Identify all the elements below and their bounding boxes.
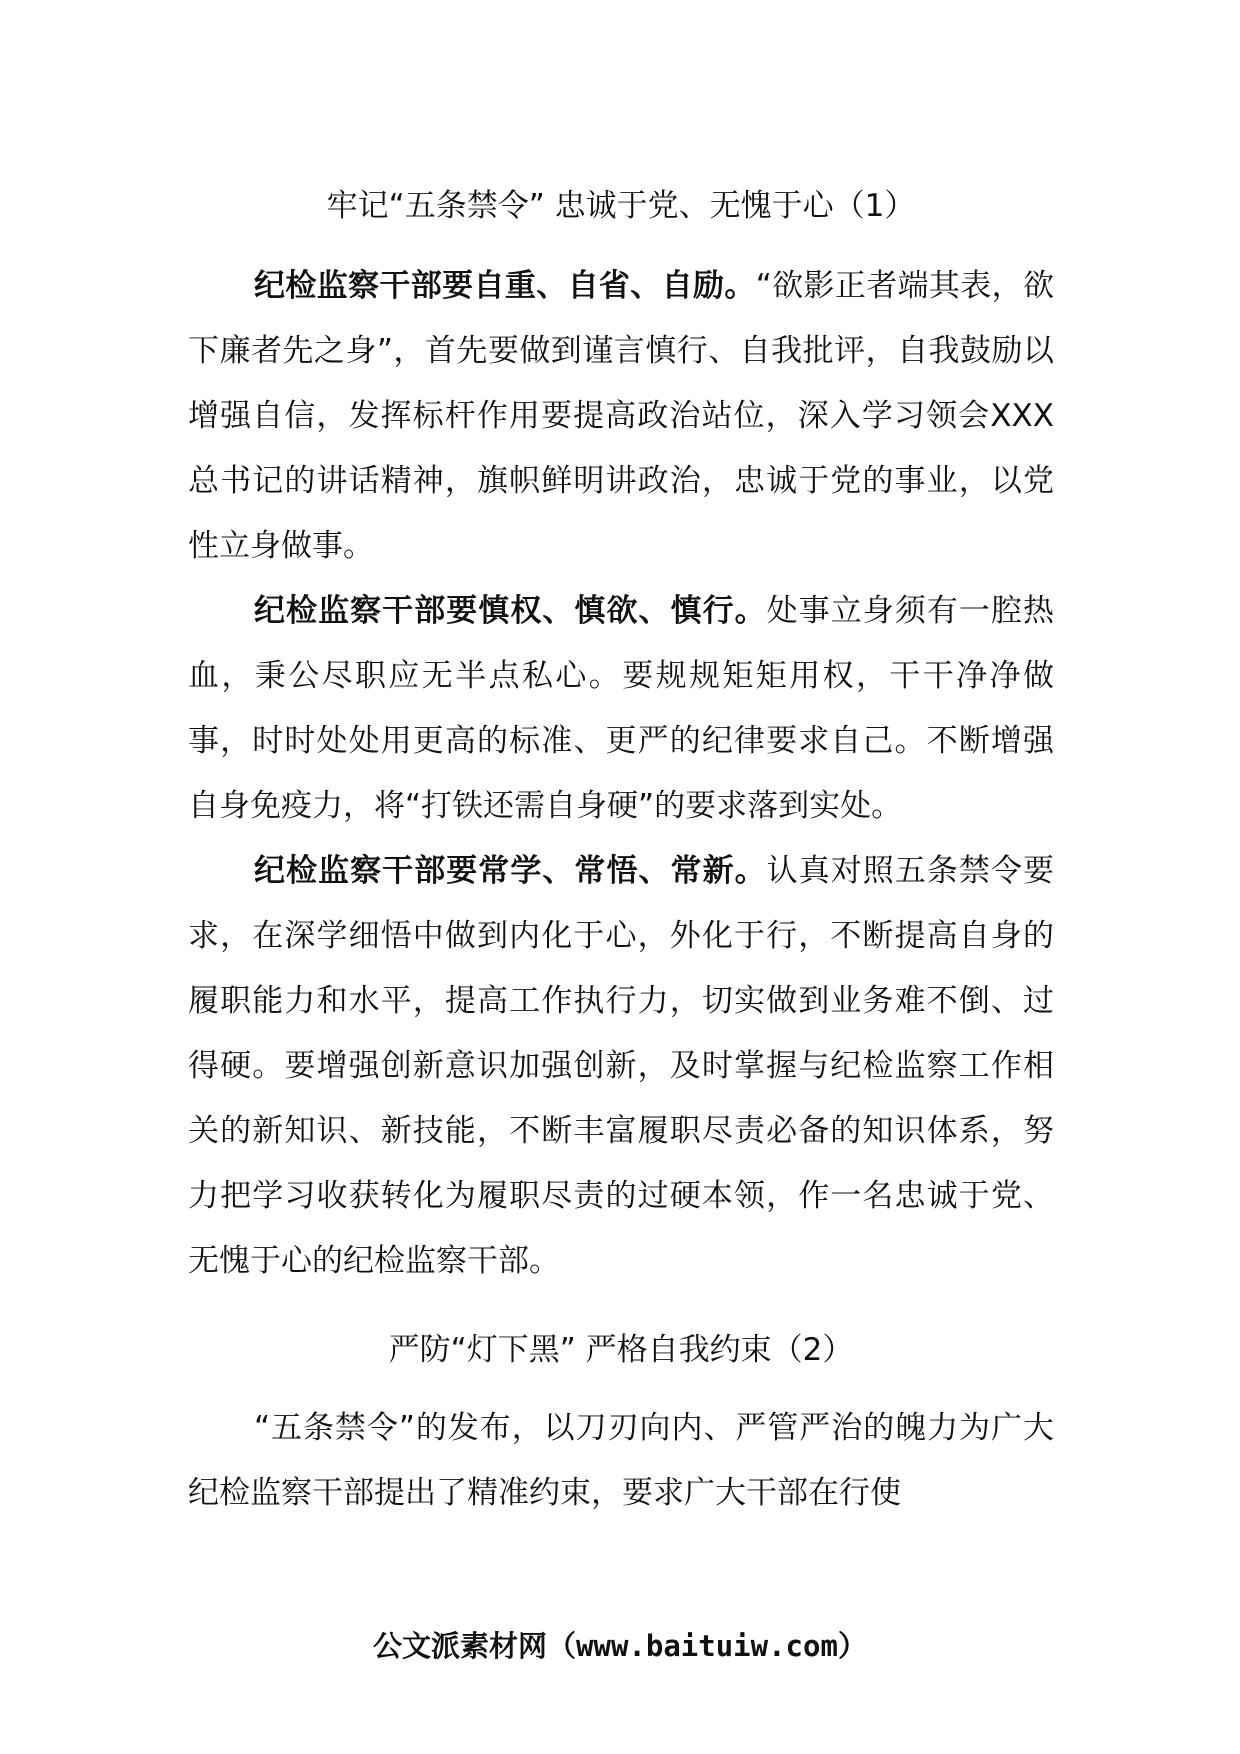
article-2-title: 严防“灯下黑” 严格自我约束（2） [388, 1332, 854, 1368]
article-1-paragraph-1 [188, 254, 1054, 579]
paragraph-body: “五条禁令”的发布，以刀刃向内、严管严治的魄力为广大纪检监察干部提出了精准约束，要求广大干部在行使 [188, 1410, 1054, 1511]
footer-watermark [0, 1626, 1240, 1666]
article-1-title: 牢记“五条禁令” 忠诚于党、无愧于心（1） [326, 188, 916, 224]
footer-url: （www.baituiw.com） [547, 1629, 867, 1663]
paragraph-body: 认真对照五条禁令要求，在深学细悟中做到内化于心，外化于行，不断提高自身的履职能力和水平，提高工作执行力，切实做到业务难不倒、过得硬。要增强创新意识加强创新，及时掌握与纪检监察工作相关的新知识、新技能，不断丰富履职尽责必备的知识体系，努力把学习收获转化为履职尽责的过硬本领，作一名忠诚于党、无愧于心的纪检监察干部。 [188, 853, 1055, 1279]
article-2-paragraph-1 [188, 1396, 1054, 1526]
article-1-paragraph-3 [188, 839, 1054, 1294]
paragraph-lead: 纪检监察干部要慎权、慎欲、慎行。 [254, 593, 767, 629]
document-body [188, 186, 1054, 1526]
paragraph-lead: 纪检监察干部要常学、常悟、常新。 [254, 853, 767, 889]
paragraph-body: “欲影正者端其表，欲下廉者先之身”，首先要做到谨言慎行、自我批评，自我鼓励以增强自信，发挥标杆作用要提高政治站位，深入学习领会XXX总书记的讲话精神，旗帜鲜明讲政治，忠诚于党的事业，以党性立身做事。 [188, 268, 1054, 564]
paragraph-body: 处事立身须有一腔热血，秉公尽职应无半点私心。要规规矩矩用权，干干净净做事，时时处处用更高的标准、更严的纪律要求自己。不断增强自身免疫力，将“打铁还需自身硬”的要求落到实处。 [188, 593, 1055, 824]
paragraph-lead: 纪检监察干部要自重、自省、自励。 [254, 268, 756, 304]
article-1-paragraph-2 [188, 579, 1054, 839]
footer-site-name: 公文派素材网 [373, 1629, 548, 1663]
